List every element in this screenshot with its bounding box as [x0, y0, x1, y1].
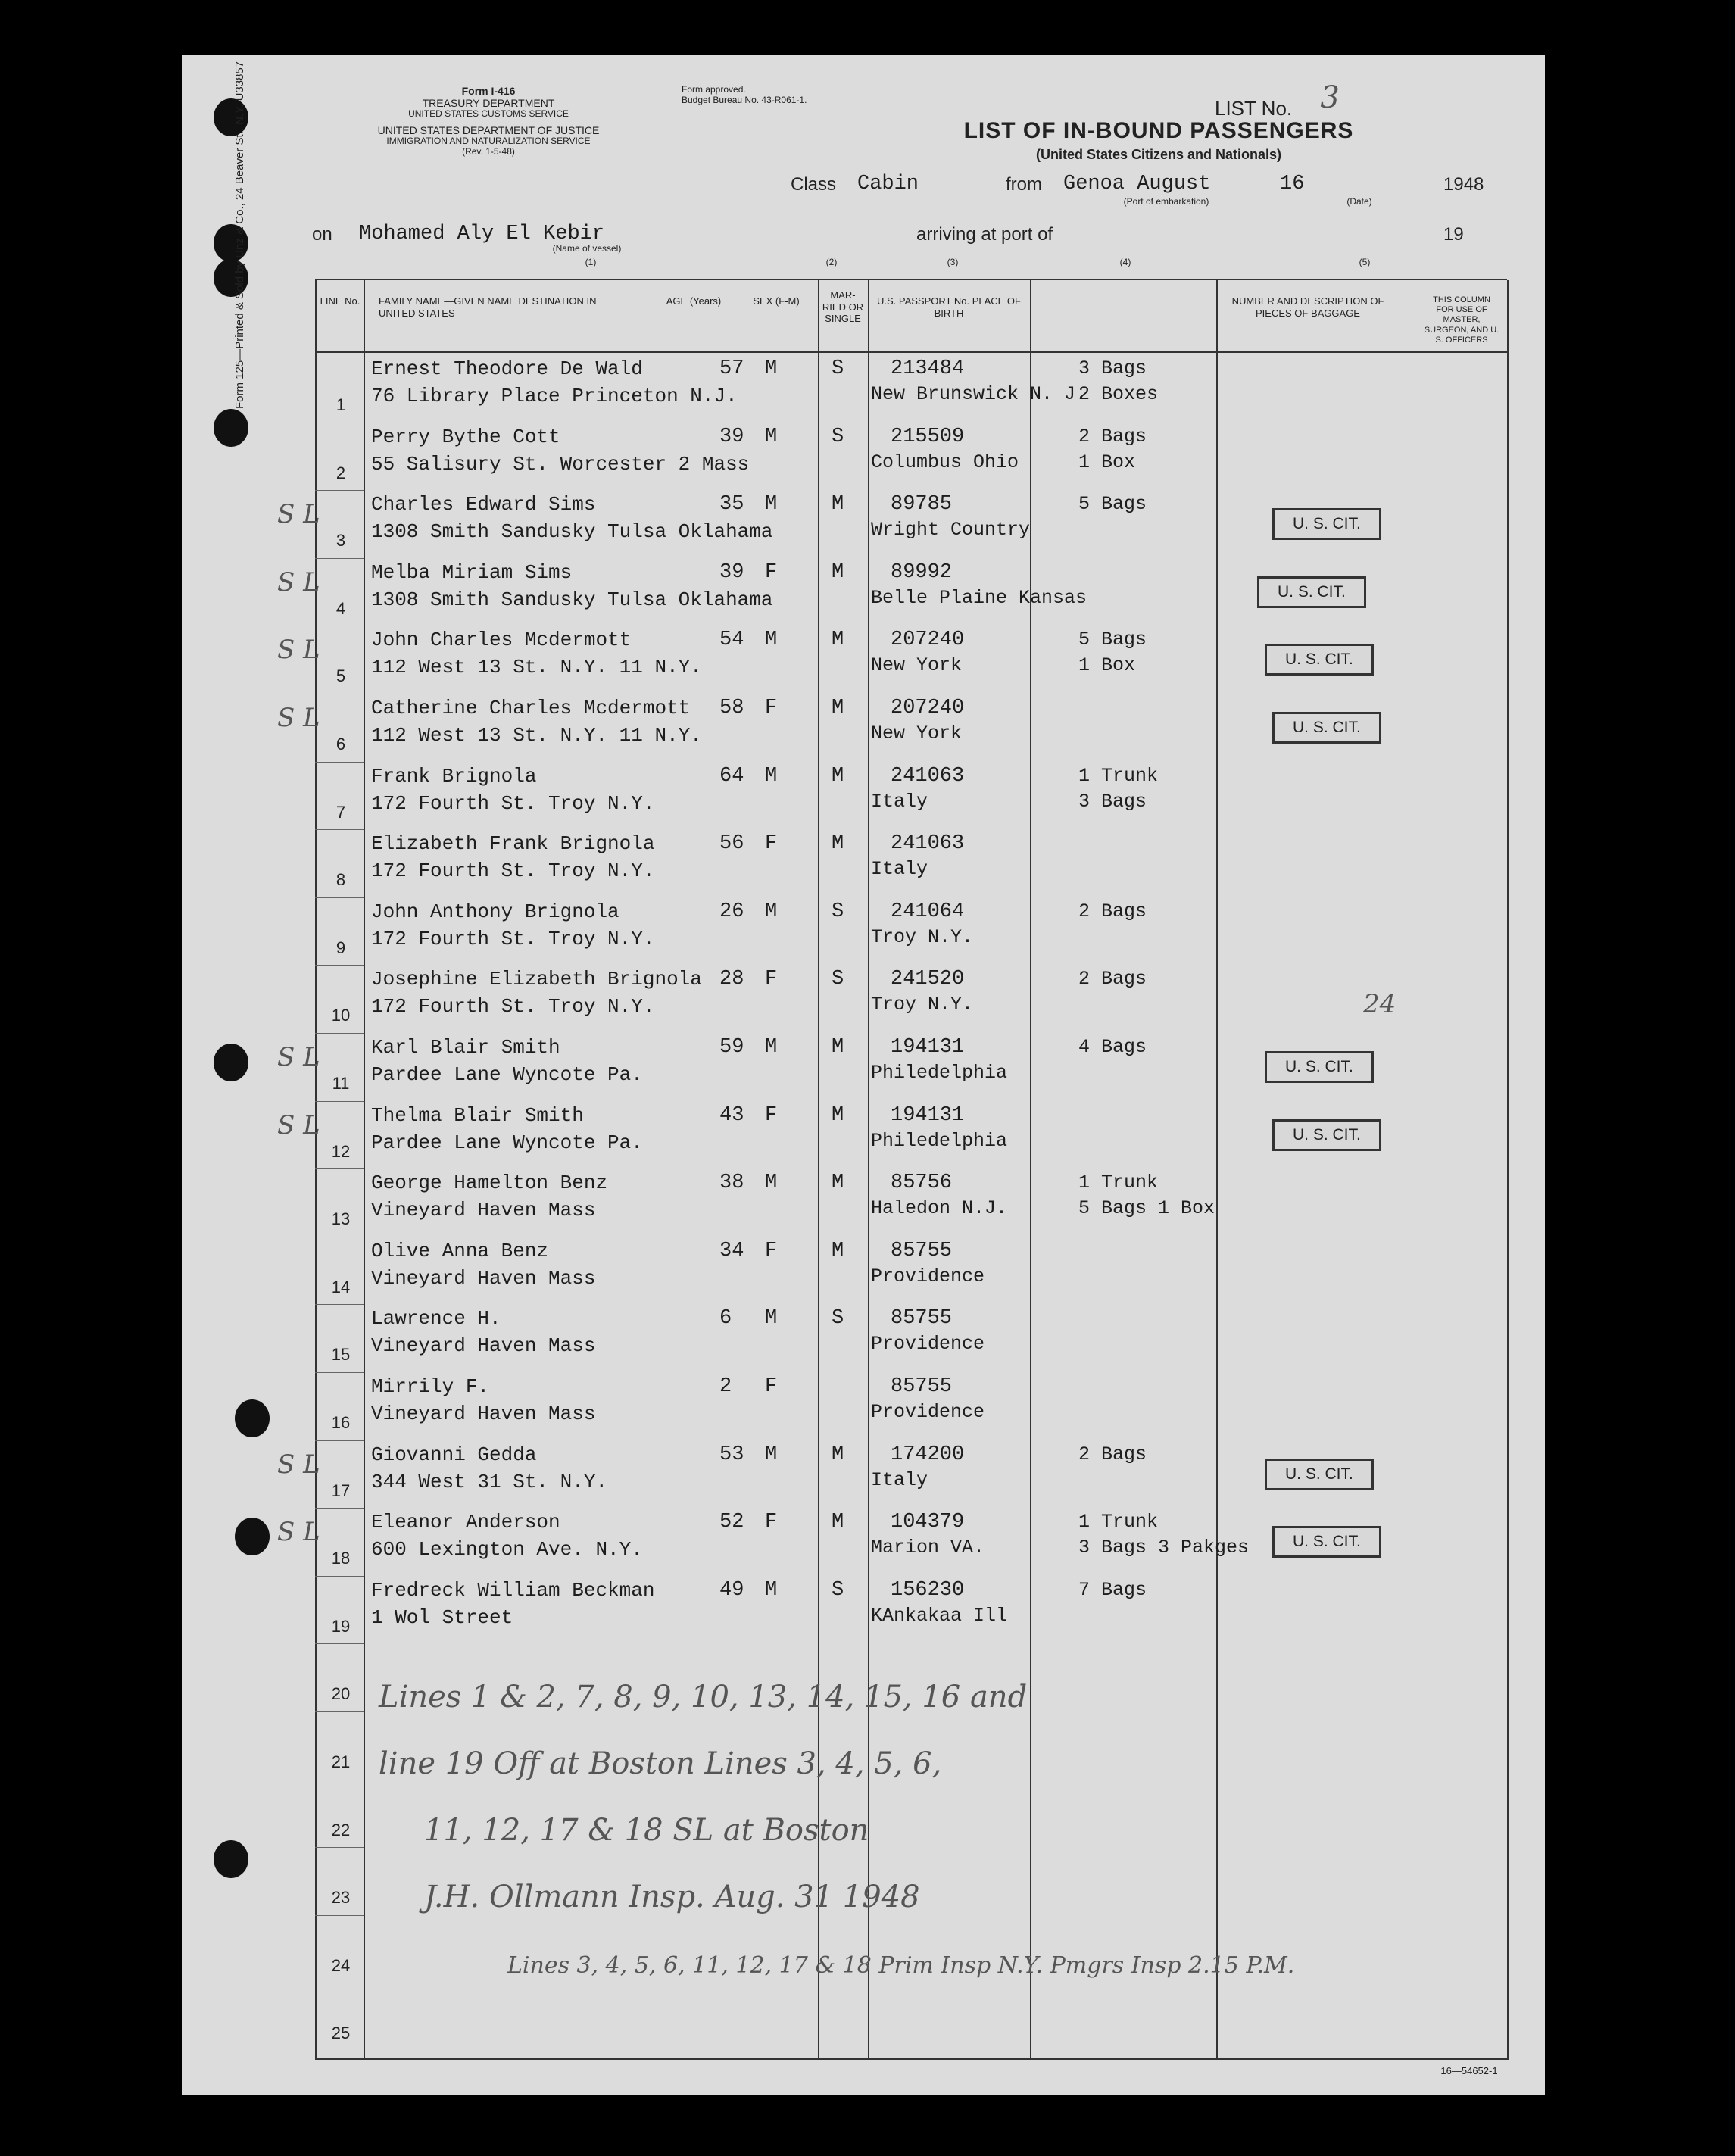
sex: F: [765, 560, 778, 584]
margin-sl-mark: S L: [277, 1517, 320, 1548]
col-divider: [818, 280, 819, 2060]
row-divider: [315, 1372, 364, 1373]
line-number: 3: [335, 531, 346, 551]
passenger-name: Lawrence H.: [371, 1307, 501, 1331]
destination: 172 Fourth St. Troy N.Y.: [371, 791, 655, 815]
baggage-primary: 5 Bags: [1078, 629, 1147, 651]
passport-number: 194131: [891, 1103, 965, 1127]
line-number: 17: [331, 1480, 351, 1500]
passenger-name: Charles Edward Sims: [371, 493, 596, 516]
marital-status: M: [832, 764, 844, 788]
passport-number: 85755: [891, 1375, 953, 1398]
row-divider: [315, 1304, 364, 1305]
passenger-name: Frank Brignola: [371, 764, 537, 788]
approved-note: Form approved.: [682, 84, 746, 95]
age: 38: [719, 1172, 744, 1195]
marital-status: M: [832, 1036, 844, 1059]
baggage-secondary: 3 Bags: [1078, 790, 1147, 813]
age: 64: [719, 764, 744, 788]
destination: Pardee Lane Wyncote Pa.: [371, 1063, 643, 1086]
line-number: 21: [331, 1752, 351, 1771]
passport-number: 241520: [891, 968, 965, 991]
punch-hole: [235, 1518, 270, 1555]
baggage-primary: 2 Bags: [1078, 1443, 1147, 1465]
col-divider: [1030, 280, 1031, 2060]
ins-service: IMMIGRATION AND NATURALIZATION SERVICE: [386, 136, 591, 147]
birthplace: Philedelphia: [871, 1062, 1008, 1084]
us-citizen-stamp: U. S. CIT.: [1265, 1051, 1374, 1083]
sex: M: [765, 493, 778, 516]
passport-number: 89992: [891, 560, 953, 584]
handwritten-note-line-20: Lines 1 & 2, 7, 8, 9, 10, 13, 14, 15, 16 and: [379, 1680, 1028, 1715]
col-header-passport: U.S. PASSPORT No. PLACE OF BIRTH: [876, 295, 1021, 319]
line-number: 16: [331, 1413, 351, 1432]
line-number: 4: [335, 598, 346, 618]
baggage-primary: 5 Bags: [1078, 493, 1147, 516]
baggage-secondary: 5 Bags 1 Box: [1078, 1197, 1215, 1220]
sex: M: [765, 1172, 778, 1195]
line-number: 14: [331, 1277, 351, 1296]
list-label: LIST No.: [1215, 97, 1293, 120]
destination: 172 Fourth St. Troy N.Y.: [371, 995, 655, 1019]
table-top-border: [315, 279, 1507, 280]
passport-number: 241063: [891, 832, 965, 856]
destination: 76 Library Place Princeton N.J.: [371, 385, 738, 407]
birthplace: New York: [871, 654, 963, 677]
age: 43: [719, 1103, 744, 1127]
handwritten-note-line-23: J.H. Ollmann Insp. Aug. 31 1948: [424, 1880, 920, 1914]
margin-sl-mark: S L: [277, 1449, 320, 1480]
sex: F: [765, 1239, 778, 1262]
destination: Vineyard Haven Mass: [371, 1334, 596, 1358]
us-citizen-stamp: U. S. CIT.: [1272, 1119, 1381, 1151]
marital-status: M: [832, 1103, 844, 1127]
passenger-name: John Charles Mcdermott: [371, 629, 632, 652]
revision: (Rev. 1-5-48): [462, 145, 515, 157]
birthplace: Italy: [871, 1468, 928, 1491]
passport-number: 194131: [891, 1036, 965, 1059]
form-number: Form I-416: [461, 85, 516, 97]
row-divider: [315, 1101, 364, 1102]
sex: M: [765, 425, 778, 448]
punch-hole: [214, 1840, 248, 1878]
age: 52: [719, 1511, 744, 1534]
baggage-primary: 7 Bags: [1078, 1578, 1147, 1601]
marital-status: M: [832, 560, 844, 584]
sex: M: [765, 357, 778, 380]
age: 26: [719, 900, 744, 923]
passenger-name: Mirrily F.: [371, 1375, 490, 1398]
marital-status: S: [832, 357, 844, 380]
line-number: 7: [335, 802, 346, 822]
row-divider: [315, 1915, 364, 1916]
age: 58: [719, 697, 744, 719]
line-number: 20: [331, 1684, 351, 1704]
sex: M: [765, 629, 778, 652]
line-number: 1: [335, 395, 346, 414]
header-bottom-border: [315, 351, 1507, 353]
margin-sl-mark: S L: [277, 1109, 320, 1140]
destination: 344 West 31 St. N.Y.: [371, 1470, 608, 1493]
line-number: 2: [335, 463, 346, 482]
birthplace: Italy: [871, 790, 928, 813]
us-citizen-stamp: U. S. CIT.: [1272, 508, 1381, 540]
destination: 112 West 13 St. N.Y. 11 N.Y.: [371, 724, 702, 747]
margin-sl-mark: S L: [277, 566, 320, 598]
row-divider: [315, 1576, 364, 1577]
document-subtitle: (United States Citizens and Nationals): [1035, 147, 1282, 162]
from-value: Genoa August: [1063, 173, 1211, 195]
passport-number: 207240: [891, 697, 965, 719]
passenger-name: Giovanni Gedda: [371, 1443, 537, 1466]
punch-hole: [214, 1044, 248, 1081]
passenger-name: Catherine Charles Mcdermott: [371, 697, 691, 719]
col-divider: [315, 280, 317, 2060]
baggage-primary: 2 Bags: [1078, 968, 1147, 991]
birthplace: Providence: [871, 1265, 985, 1287]
margin-sl-mark: S L: [277, 635, 320, 666]
vessel-name: Mohamed Aly El Kebir: [359, 223, 605, 245]
col-num-3: (3): [947, 257, 959, 267]
us-citizen-stamp: U. S. CIT.: [1265, 1459, 1374, 1490]
marital-status: M: [832, 1443, 844, 1466]
row-divider: [315, 762, 364, 763]
age: 54: [719, 629, 744, 652]
birthplace: New York: [871, 722, 963, 744]
col-divider: [1507, 280, 1509, 2060]
marital-status: M: [832, 1511, 844, 1534]
destination: Vineyard Haven Mass: [371, 1266, 596, 1290]
row-divider: [315, 829, 364, 830]
col-num-2: (2): [825, 257, 838, 267]
age: 34: [719, 1239, 744, 1262]
marital-status: S: [832, 1578, 844, 1602]
birthplace: Philedelphia: [871, 1129, 1008, 1152]
justice-dept: UNITED STATES DEPARTMENT OF JUSTICE: [377, 123, 600, 136]
passport-number: 174200: [891, 1443, 965, 1466]
day-value: 16: [1280, 173, 1305, 195]
destination: 1308 Smith Sandusky Tulsa Oklahama: [371, 520, 773, 544]
age: 39: [719, 560, 744, 584]
passport-number: 85755: [891, 1307, 953, 1331]
marital-status: M: [832, 629, 844, 652]
line-number: 10: [331, 1006, 351, 1025]
birthplace: Providence: [871, 1333, 985, 1356]
baggage-primary: 2 Bags: [1078, 425, 1147, 448]
sex: M: [765, 1578, 778, 1602]
vessel-caption: (Name of vessel): [552, 243, 622, 254]
col-num-4: (4): [1119, 257, 1131, 267]
customs-service: UNITED STATES CUSTOMS SERVICE: [408, 108, 569, 120]
col-num-5: (5): [1359, 257, 1371, 267]
destination: 112 West 13 St. N.Y. 11 N.Y.: [371, 656, 702, 679]
baggage-primary: 1 Trunk: [1078, 1511, 1159, 1534]
date-caption: (Date): [1346, 196, 1372, 207]
row-divider: [315, 965, 364, 966]
table-bottom-border: [315, 2058, 1507, 2060]
line-number: 13: [331, 1209, 351, 1229]
row-divider: [315, 1711, 364, 1712]
row-divider: [315, 1168, 364, 1169]
age: 49: [719, 1578, 744, 1602]
punch-hole: [214, 409, 248, 447]
baggage-secondary: 1 Box: [1078, 654, 1136, 677]
destination: 172 Fourth St. Troy N.Y.: [371, 860, 655, 883]
row-divider: [315, 558, 364, 559]
baggage-secondary: 2 Boxes: [1078, 383, 1159, 405]
sex: M: [765, 1036, 778, 1059]
passenger-name: Melba Miriam Sims: [371, 560, 573, 584]
handwritten-note-line-24: Lines 3, 4, 5, 6, 11, 12, 17 & 18 Prim Insp N.Y. Pmgrs Insp 2.15 P.M.: [507, 1952, 1295, 1979]
marital-status: M: [832, 697, 844, 719]
birthplace: Wright Country: [871, 519, 1031, 541]
passport-number: 85755: [891, 1239, 953, 1262]
sex: F: [765, 1375, 778, 1398]
row-divider: [315, 897, 364, 898]
treasury-dept: TREASURY DEPARTMENT: [422, 97, 555, 110]
destination: Vineyard Haven Mass: [371, 1199, 596, 1222]
marital-status: M: [832, 1172, 844, 1195]
baggage-primary: 3 Bags: [1078, 357, 1147, 379]
passport-number: 85756: [891, 1172, 953, 1195]
line-number: 9: [335, 938, 346, 957]
passport-number: 241063: [891, 764, 965, 788]
sex: F: [765, 968, 778, 991]
from-label: from: [1006, 174, 1042, 195]
line-number: 24: [331, 1955, 351, 1975]
passport-number: 207240: [891, 629, 965, 652]
age: 59: [719, 1036, 744, 1059]
passenger-name: Josephine Elizabeth Brignola: [371, 968, 702, 991]
footer-code: 16—54652-1: [1440, 2065, 1498, 2076]
line-number: 6: [335, 735, 346, 754]
year-value: 1948: [1443, 174, 1484, 195]
passport-number: 89785: [891, 493, 953, 516]
line-number: 15: [331, 1345, 351, 1365]
arrival-year: 19: [1443, 224, 1464, 245]
marital-status: M: [832, 493, 844, 516]
margin-sl-mark: S L: [277, 703, 320, 733]
class-value: Cabin: [857, 173, 919, 195]
birthplace: Providence: [871, 1401, 985, 1423]
destination: 1 Wol Street: [371, 1605, 513, 1629]
age: 53: [719, 1443, 744, 1466]
sex: F: [765, 1511, 778, 1534]
birthplace: Marion VA.: [871, 1537, 985, 1559]
row-divider: [315, 1847, 364, 1848]
passenger-name: George Hamelton Benz: [371, 1172, 608, 1195]
passenger-name: Karl Blair Smith: [371, 1036, 560, 1059]
punch-hole: [235, 1399, 270, 1437]
col-divider: [364, 280, 365, 2060]
us-citizen-stamp: U. S. CIT.: [1272, 1526, 1381, 1558]
marital-status: S: [832, 1307, 844, 1331]
col-divider: [868, 280, 869, 2060]
handwritten-note-line-22: 11, 12, 17 & 18 SL at Boston: [424, 1813, 869, 1848]
passport-number: 156230: [891, 1578, 965, 1602]
passenger-name: Fredreck William Beckman: [371, 1578, 655, 1602]
destination: Pardee Lane Wyncote Pa.: [371, 1131, 643, 1154]
approval-block: [682, 85, 878, 106]
us-citizen-stamp: U. S. CIT.: [1257, 576, 1366, 608]
birthplace: Columbus Ohio: [871, 451, 1019, 473]
col-header-married: MAR-RIED OR SINGLE: [822, 289, 864, 325]
row-divider: [315, 1643, 364, 1644]
baggage-primary: 4 Bags: [1078, 1036, 1147, 1058]
margin-sl-mark: S L: [277, 499, 320, 530]
marital-status: M: [832, 1239, 844, 1262]
row-divider: [315, 1508, 364, 1509]
passport-number: 104379: [891, 1511, 965, 1534]
budget-note: Budget Bureau No. 43-R061-1.: [682, 94, 807, 105]
margin-sl-mark: S L: [277, 1042, 320, 1072]
destination: 55 Salisury St. Worcester 2 Mass: [371, 452, 750, 476]
col-num-1: (1): [585, 257, 597, 267]
line-number: 5: [335, 666, 346, 686]
marital-status: S: [832, 425, 844, 448]
row-divider: [315, 1033, 364, 1034]
birthplace: Troy N.Y.: [871, 994, 974, 1016]
col-header-officers: THIS COLUMN FOR USE OF MASTER, SURGEON, AND U. S. OFFICERS: [1424, 295, 1499, 345]
line-number: 8: [335, 870, 346, 890]
col-header-line: LINE No.: [320, 295, 360, 307]
age: 6: [719, 1307, 732, 1331]
destination: 1308 Smith Sandusky Tulsa Oklahama: [371, 588, 773, 611]
us-citizen-stamp: U. S. CIT.: [1265, 644, 1374, 676]
agency-block: [310, 85, 666, 158]
passenger-name: Thelma Blair Smith: [371, 1103, 584, 1127]
age: 2: [719, 1375, 732, 1398]
passenger-name: John Anthony Brignola: [371, 900, 619, 923]
sex: M: [765, 1443, 778, 1466]
birthplace: Italy: [871, 858, 928, 881]
col-header-sex: SEX (F-M): [753, 295, 800, 307]
age: 28: [719, 968, 744, 991]
list-number: 3: [1320, 80, 1340, 115]
birthplace: Belle Plaine Kansas: [871, 586, 1087, 609]
baggage-primary: 1 Trunk: [1078, 1172, 1159, 1194]
col-header-baggage: NUMBER AND DESCRIPTION OF PIECES OF BAGGAGE: [1231, 295, 1384, 319]
marital-status: S: [832, 900, 844, 923]
handwritten-note-margin: 24: [1363, 989, 1396, 1019]
destination: Vineyard Haven Mass: [371, 1402, 596, 1425]
printer-side-text: Form 125—Printed & Sold by Unz & Co., 24 Beaver St., N.Y. U33857: [233, 61, 246, 409]
passenger-name: Eleanor Anderson: [371, 1511, 560, 1534]
line-number: 23: [331, 1888, 351, 1908]
us-citizen-stamp: U. S. CIT.: [1272, 712, 1381, 744]
line-number: 25: [331, 2023, 351, 2043]
handwritten-note-line-21: line 19 Off at Boston Lines 3, 4, 5, 6,: [379, 1746, 942, 1781]
sex: F: [765, 1103, 778, 1127]
document-title: LIST OF IN-BOUND PASSENGERS: [963, 118, 1354, 143]
sex: F: [765, 832, 778, 856]
birthplace: New Brunswick N. J.: [871, 383, 1087, 405]
arriving-label: arriving at port of: [916, 224, 1053, 245]
marital-status: S: [832, 968, 844, 991]
line-number: 12: [331, 1141, 351, 1161]
col-divider: [1216, 280, 1218, 2060]
col-header-name: FAMILY NAME—GIVEN NAME DESTINATION IN UNITED STATES: [379, 295, 597, 319]
baggage-primary: 1 Trunk: [1078, 764, 1159, 787]
col-header-age: AGE (Years): [666, 295, 722, 307]
port-embark-caption: (Port of embarkation): [1123, 196, 1209, 207]
passport-number: 241064: [891, 900, 965, 923]
baggage-secondary: 1 Box: [1078, 451, 1136, 473]
sex: F: [765, 697, 778, 719]
passenger-name: Olive Anna Benz: [371, 1239, 549, 1262]
sex: M: [765, 900, 778, 923]
passenger-name: Ernest Theodore De Wald: [371, 357, 643, 380]
passenger-name: Elizabeth Frank Brignola: [371, 832, 655, 856]
sex: M: [765, 764, 778, 788]
row-divider: [315, 490, 364, 491]
baggage-secondary: 3 Bags 3 Pakges: [1078, 1537, 1250, 1559]
age: 57: [719, 357, 744, 380]
sex: M: [765, 1307, 778, 1331]
passport-number: 215509: [891, 425, 965, 448]
passport-number: 213484: [891, 357, 965, 380]
destination: 172 Fourth St. Troy N.Y.: [371, 927, 655, 950]
age: 35: [719, 493, 744, 516]
marital-status: M: [832, 832, 844, 856]
destination: 600 Lexington Ave. N.Y.: [371, 1538, 643, 1562]
line-number: 19: [331, 1616, 351, 1636]
age: 56: [719, 832, 744, 856]
passenger-name: Perry Bythe Cott: [371, 425, 560, 448]
line-number: 22: [331, 1820, 351, 1839]
baggage-primary: 2 Bags: [1078, 900, 1147, 922]
row-divider: [315, 1440, 364, 1441]
birthplace: Troy N.Y.: [871, 925, 974, 948]
class-label: Class: [791, 174, 837, 195]
birthplace: Haledon N.J.: [871, 1197, 1008, 1220]
line-number: 11: [332, 1074, 350, 1093]
age: 39: [719, 425, 744, 448]
on-label: on: [312, 224, 332, 245]
birthplace: KAnkakaa Ill: [871, 1604, 1008, 1627]
line-number: 18: [331, 1549, 351, 1568]
